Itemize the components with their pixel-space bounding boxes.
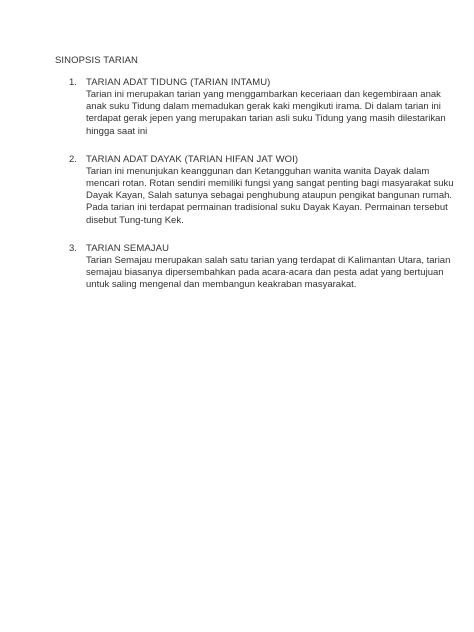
list-item-semajau <box>69 242 451 292</box>
description-line: Tarian ini merupakan tarian yang menggambarkan keceriaan dan kegembiraan anak <box>86 89 441 100</box>
document-title: SINOPSIS TARIAN <box>55 55 138 66</box>
description-line: Tarian ini menunjukan keanggunan dan Ketangguhan wanita wanita Dayak dalam <box>86 165 430 177</box>
item-number: 3. <box>69 242 77 254</box>
description-line: terdapat gerak jepen yang merupakan tarian asli suku Tidung yang masih dilestarikan <box>86 113 446 125</box>
item-description <box>86 89 446 138</box>
item-heading: TARIAN ADAT DAYAK (TARIAN HIFAN JAT WOI) <box>86 153 299 165</box>
item-number: 2. <box>69 153 77 165</box>
description-line: disebut Tung-tung Kek. <box>86 214 184 226</box>
description-line: semajau biasanya dipersembahkan pada acara-acara dan pesta adat yang bertujuan <box>86 267 444 279</box>
description-line: mencari rotan. Rotan sendiri memiliki fungsi yang sangat penting bagi masyarakat suku <box>86 178 454 190</box>
dance-list <box>69 77 454 307</box>
item-description <box>86 165 454 227</box>
description-line: Tarian Semajau merupakan salah satu tarian yang terdapat di Kalimantan Utara, tarian <box>86 254 451 266</box>
description-line: Pada tarian ini terdapat permainan tradisional suku Dayak Kayan. Permainan tersebut <box>86 202 448 214</box>
item-description <box>86 254 451 292</box>
description-line: hingga saat ini <box>86 125 148 137</box>
description-line: untuk saling mengenal dan membangun keakraban masyarakat. <box>86 279 357 291</box>
list-item-dayak <box>69 153 454 227</box>
item-number: 1. <box>69 77 77 88</box>
item-heading: TARIAN SEMAJAU <box>86 242 170 254</box>
list-item-tidung <box>69 77 446 138</box>
description-line: Dayak Kayan, Salah satunya sebagai penghubung ataupun pengikat bangunan rumah. <box>86 190 453 202</box>
item-heading: TARIAN ADAT TIDUNG (TARIAN INTAMU) <box>86 77 271 88</box>
description-line: anak suku Tidung dalam memadukan gerak kaki mengikuti irama. Di dalam tarian ini <box>86 101 441 113</box>
